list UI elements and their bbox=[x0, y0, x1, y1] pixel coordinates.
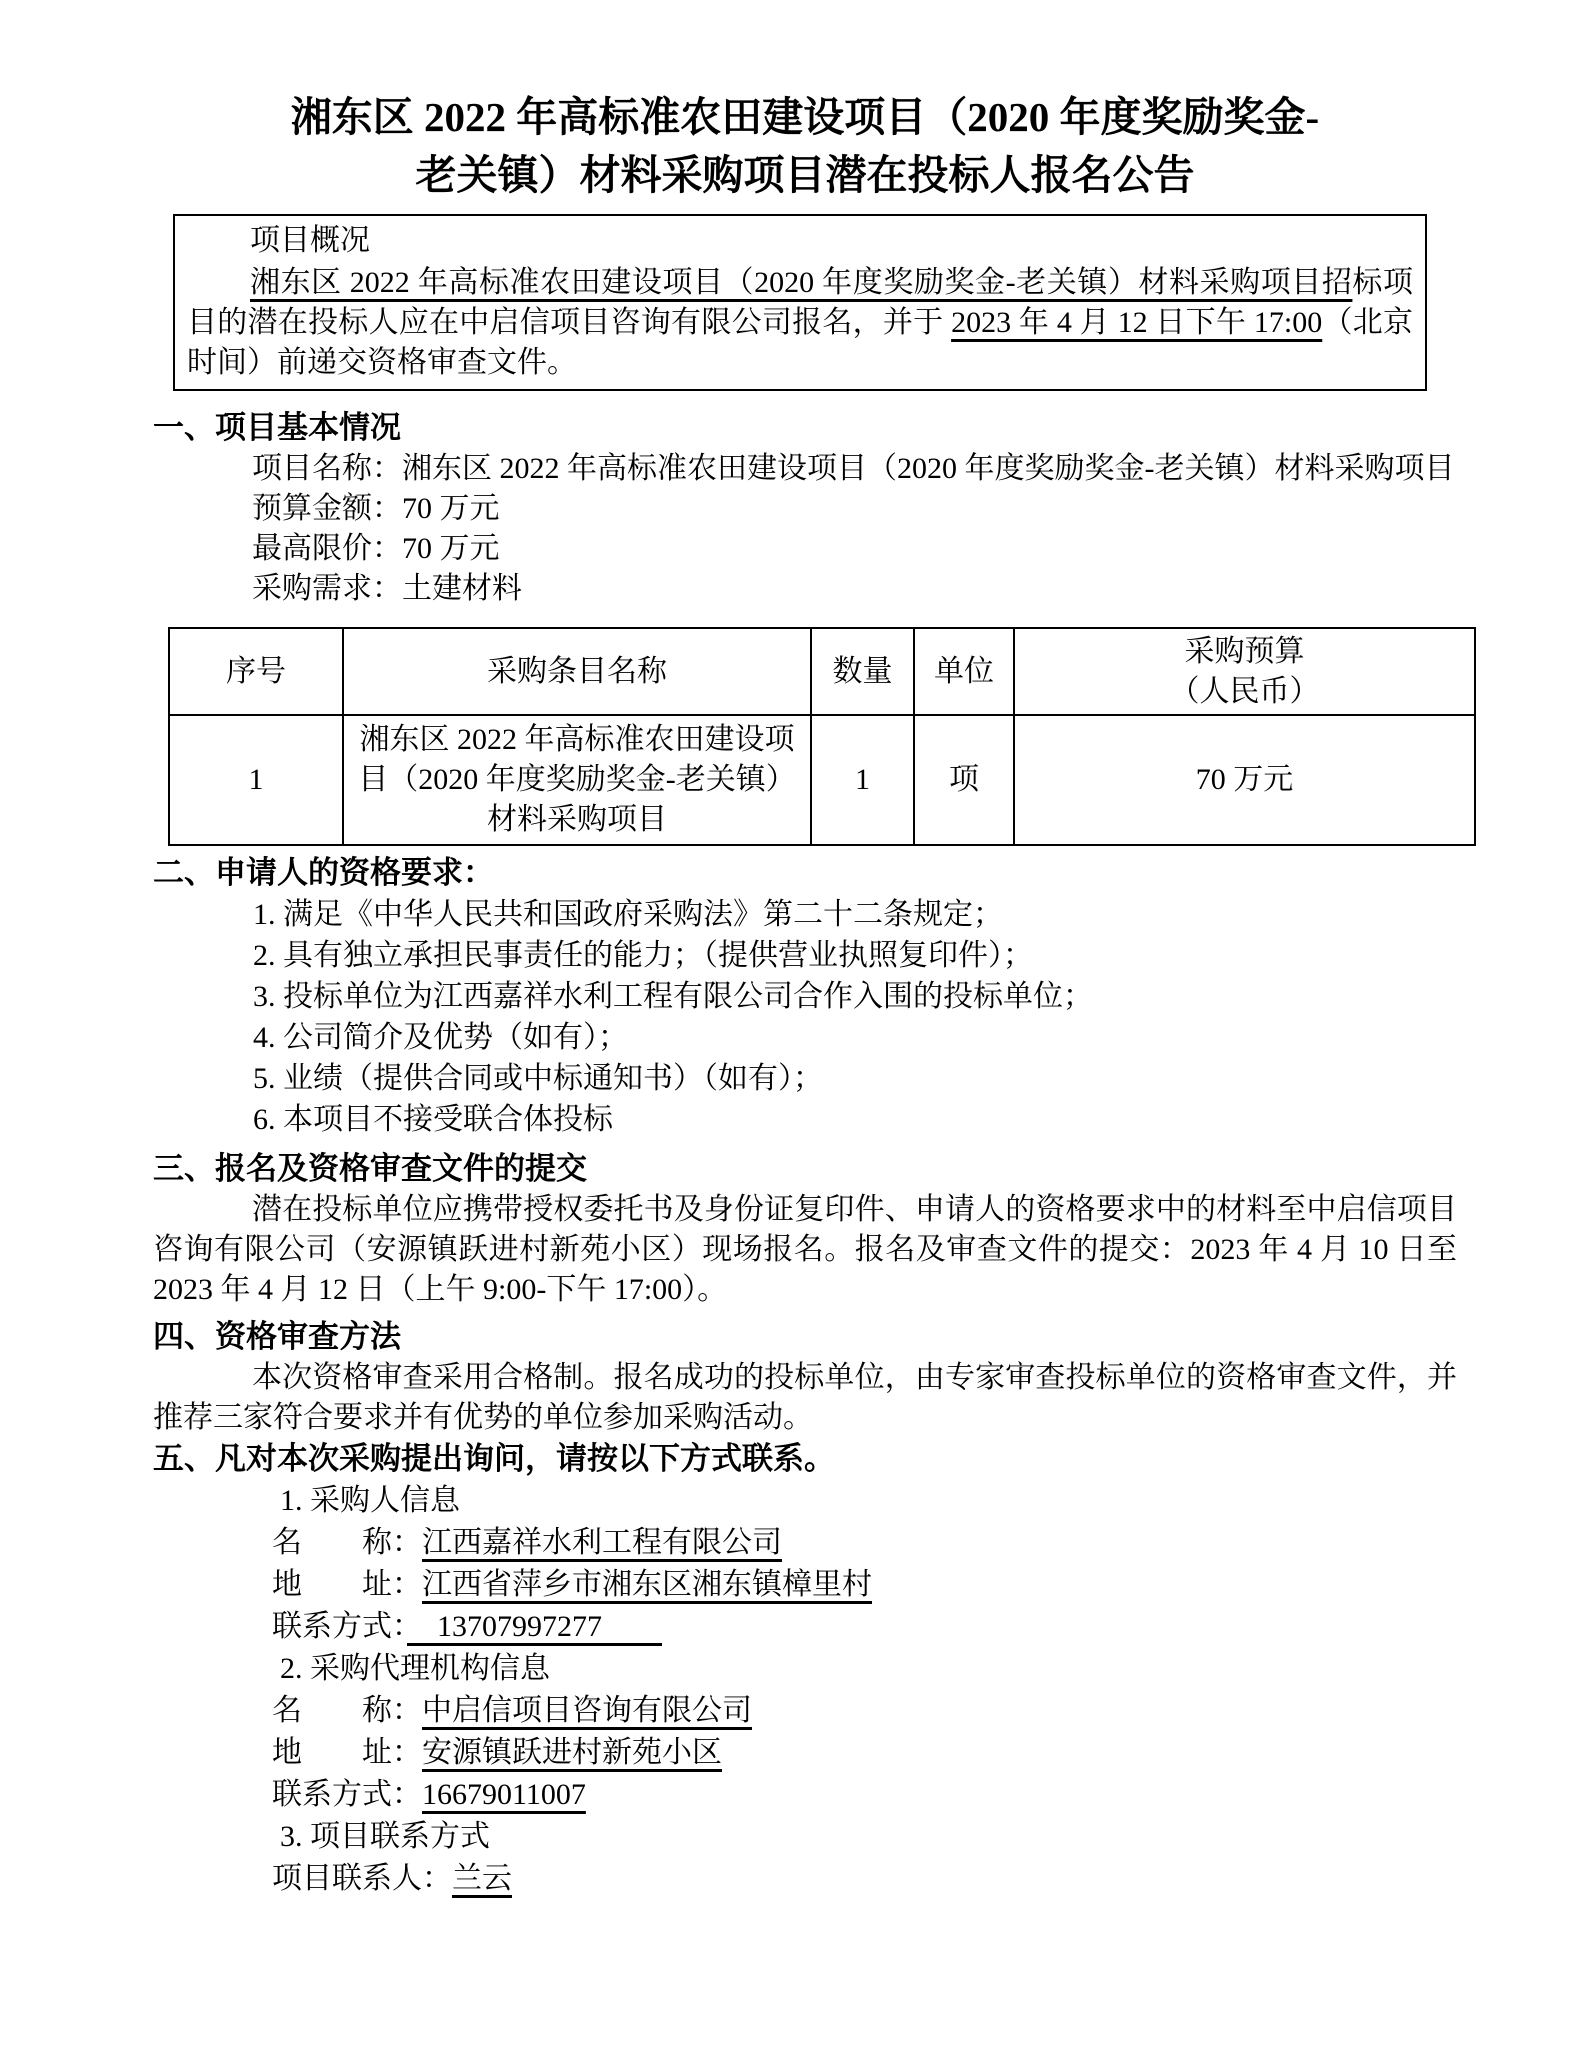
page-title-line1: 湘东区 2022 年高标准农田建设项目（2020 年度奖励奖金- bbox=[290, 94, 1320, 140]
agency-name-label: 名 称： bbox=[272, 1694, 422, 1727]
project-contact-subheading: 3. 项目联系方式 bbox=[280, 1820, 490, 1853]
purchaser-name-line bbox=[153, 1522, 1457, 1564]
agency-name-value: 中启信项目咨询有限公司 bbox=[422, 1694, 752, 1727]
agency-address-line bbox=[153, 1732, 1457, 1774]
agency-phone-line bbox=[153, 1774, 1457, 1816]
row-cell-budget: 70 万元 bbox=[1014, 715, 1475, 845]
agency-address-label: 地 址： bbox=[272, 1736, 422, 1769]
table-row bbox=[169, 715, 1475, 845]
header-budget-line1: 采购预算 bbox=[1184, 634, 1305, 668]
header-cell-budget bbox=[1014, 628, 1475, 715]
purchaser-phone-line bbox=[153, 1606, 1457, 1648]
project-contact-label: 项目联系人： bbox=[272, 1862, 452, 1895]
qualification-item-5: 5. 业绩（提供合同或中标通知书）（如有）； bbox=[253, 1062, 823, 1095]
section1-budget: 预算金额：70 万元 bbox=[252, 492, 500, 525]
row-cell-unit: 项 bbox=[914, 715, 1014, 845]
agency-name-line bbox=[153, 1690, 1457, 1732]
overview-project-name-underlined: 湘东区 2022 年高标准农田建设项目（2020 年度奖励奖金-老关镇）材料采购项目招 bbox=[250, 266, 1353, 299]
purchaser-info-subheading: 1. 采购人信息 bbox=[280, 1484, 460, 1517]
section4-body: 本次资格审查采用合格制。报名成功的投标单位，由专家审查投标单位的资格审查文件，并推荐三家符合要求并有优势的单位参加采购活动。 bbox=[153, 1361, 1457, 1434]
header-budget-line2: （人民币） bbox=[1169, 674, 1320, 708]
row-cell-no: 1 bbox=[169, 715, 343, 845]
purchaser-phone-value: 13707997277 bbox=[407, 1610, 662, 1643]
qualification-item-3: 3. 投标单位为江西嘉祥水利工程有限公司合作入围的投标单位； bbox=[253, 980, 1093, 1013]
section1-heading: 一、项目基本情况 bbox=[153, 410, 401, 445]
qualification-item-4: 4. 公司简介及优势（如有）； bbox=[253, 1021, 628, 1054]
overview-plain-text-2: （北京时间）前递交资格审查文件。 bbox=[187, 306, 1414, 379]
purchaser-address-label: 地 址： bbox=[272, 1568, 422, 1601]
purchaser-name-value: 江西嘉祥水利工程有限公司 bbox=[422, 1526, 782, 1559]
project-overview-label: 项目概况 bbox=[250, 224, 370, 257]
table-header-row bbox=[169, 628, 1475, 715]
page-title bbox=[153, 0, 1457, 204]
section5-heading: 五、凡对本次采购提出询问，请按以下方式联系。 bbox=[153, 1441, 835, 1476]
section3-heading: 三、报名及资格审查文件的提交 bbox=[153, 1151, 587, 1186]
project-contact-line bbox=[153, 1858, 1457, 1900]
agency-phone-label: 联系方式： bbox=[272, 1778, 422, 1811]
project-contact-value: 兰云 bbox=[452, 1862, 512, 1895]
qualification-item-6: 6. 本项目不接受联合体投标 bbox=[253, 1103, 613, 1136]
agency-address-value: 安源镇跃进村新苑小区 bbox=[422, 1736, 722, 1769]
header-cell-no: 序号 bbox=[169, 628, 343, 715]
agency-info-subheading: 2. 采购代理机构信息 bbox=[280, 1652, 550, 1685]
section1-project-name: 项目名称：湘东区 2022 年高标准农田建设项目（2020 年度奖励奖金-老关镇）材料采购项目 bbox=[252, 452, 1455, 485]
section1-requirement: 采购需求：土建材料 bbox=[252, 572, 522, 605]
section1-max-price: 最高限价：70 万元 bbox=[252, 532, 500, 565]
page-title-line2: 老关镇）材料采购项目潜在投标人报名公告 bbox=[415, 152, 1195, 198]
section4-heading: 四、资格审查方法 bbox=[153, 1319, 401, 1354]
header-cell-unit: 单位 bbox=[914, 628, 1014, 715]
project-overview-box bbox=[173, 214, 1427, 391]
overview-deadline-underlined: 2023 年 4 月 12 日下午 17:00 bbox=[951, 306, 1323, 339]
row-cell-qty: 1 bbox=[811, 715, 914, 845]
purchaser-address-value: 江西省萍乡市湘东区湘东镇樟里村 bbox=[422, 1568, 872, 1601]
purchase-items-table bbox=[168, 627, 1476, 846]
purchaser-phone-label: 联系方式： bbox=[272, 1610, 407, 1643]
project-overview-paragraph bbox=[187, 263, 1413, 383]
section3-body: 潜在投标单位应携带授权委托书及身份证复印件、申请人的资格要求中的材料至中启信项目咨询有限公司（安源镇跃进村新苑小区）现场报名。报名及审查文件的提交：2023 年 4 月 10 日至 2023 年 4 月 12 日（上午 9:00-下午 17:00）。 bbox=[153, 1193, 1457, 1306]
purchaser-address-line bbox=[153, 1564, 1457, 1606]
agency-phone-value: 16679011007 bbox=[422, 1778, 586, 1811]
qualification-item-1: 1. 满足《中华人民共和国政府采购法》第二十二条规定； bbox=[253, 898, 1003, 931]
qualification-item-2: 2. 具有独立承担民事责任的能力；（提供营业执照复印件）； bbox=[253, 939, 1033, 972]
overview-plain-text-1: 标项目的潜在投标人应在中启信项目咨询有限公司报名，并于 bbox=[187, 266, 1413, 339]
purchaser-name-label: 名 称： bbox=[272, 1526, 422, 1559]
header-cell-qty: 数量 bbox=[811, 628, 914, 715]
section2-heading: 二、申请人的资格要求： bbox=[153, 855, 494, 890]
header-cell-name: 采购条目名称 bbox=[343, 628, 811, 715]
row-cell-name: 湘东区 2022 年高标准农田建设项目（2020 年度奖励奖金-老关镇）材料采购项目 bbox=[343, 715, 811, 845]
